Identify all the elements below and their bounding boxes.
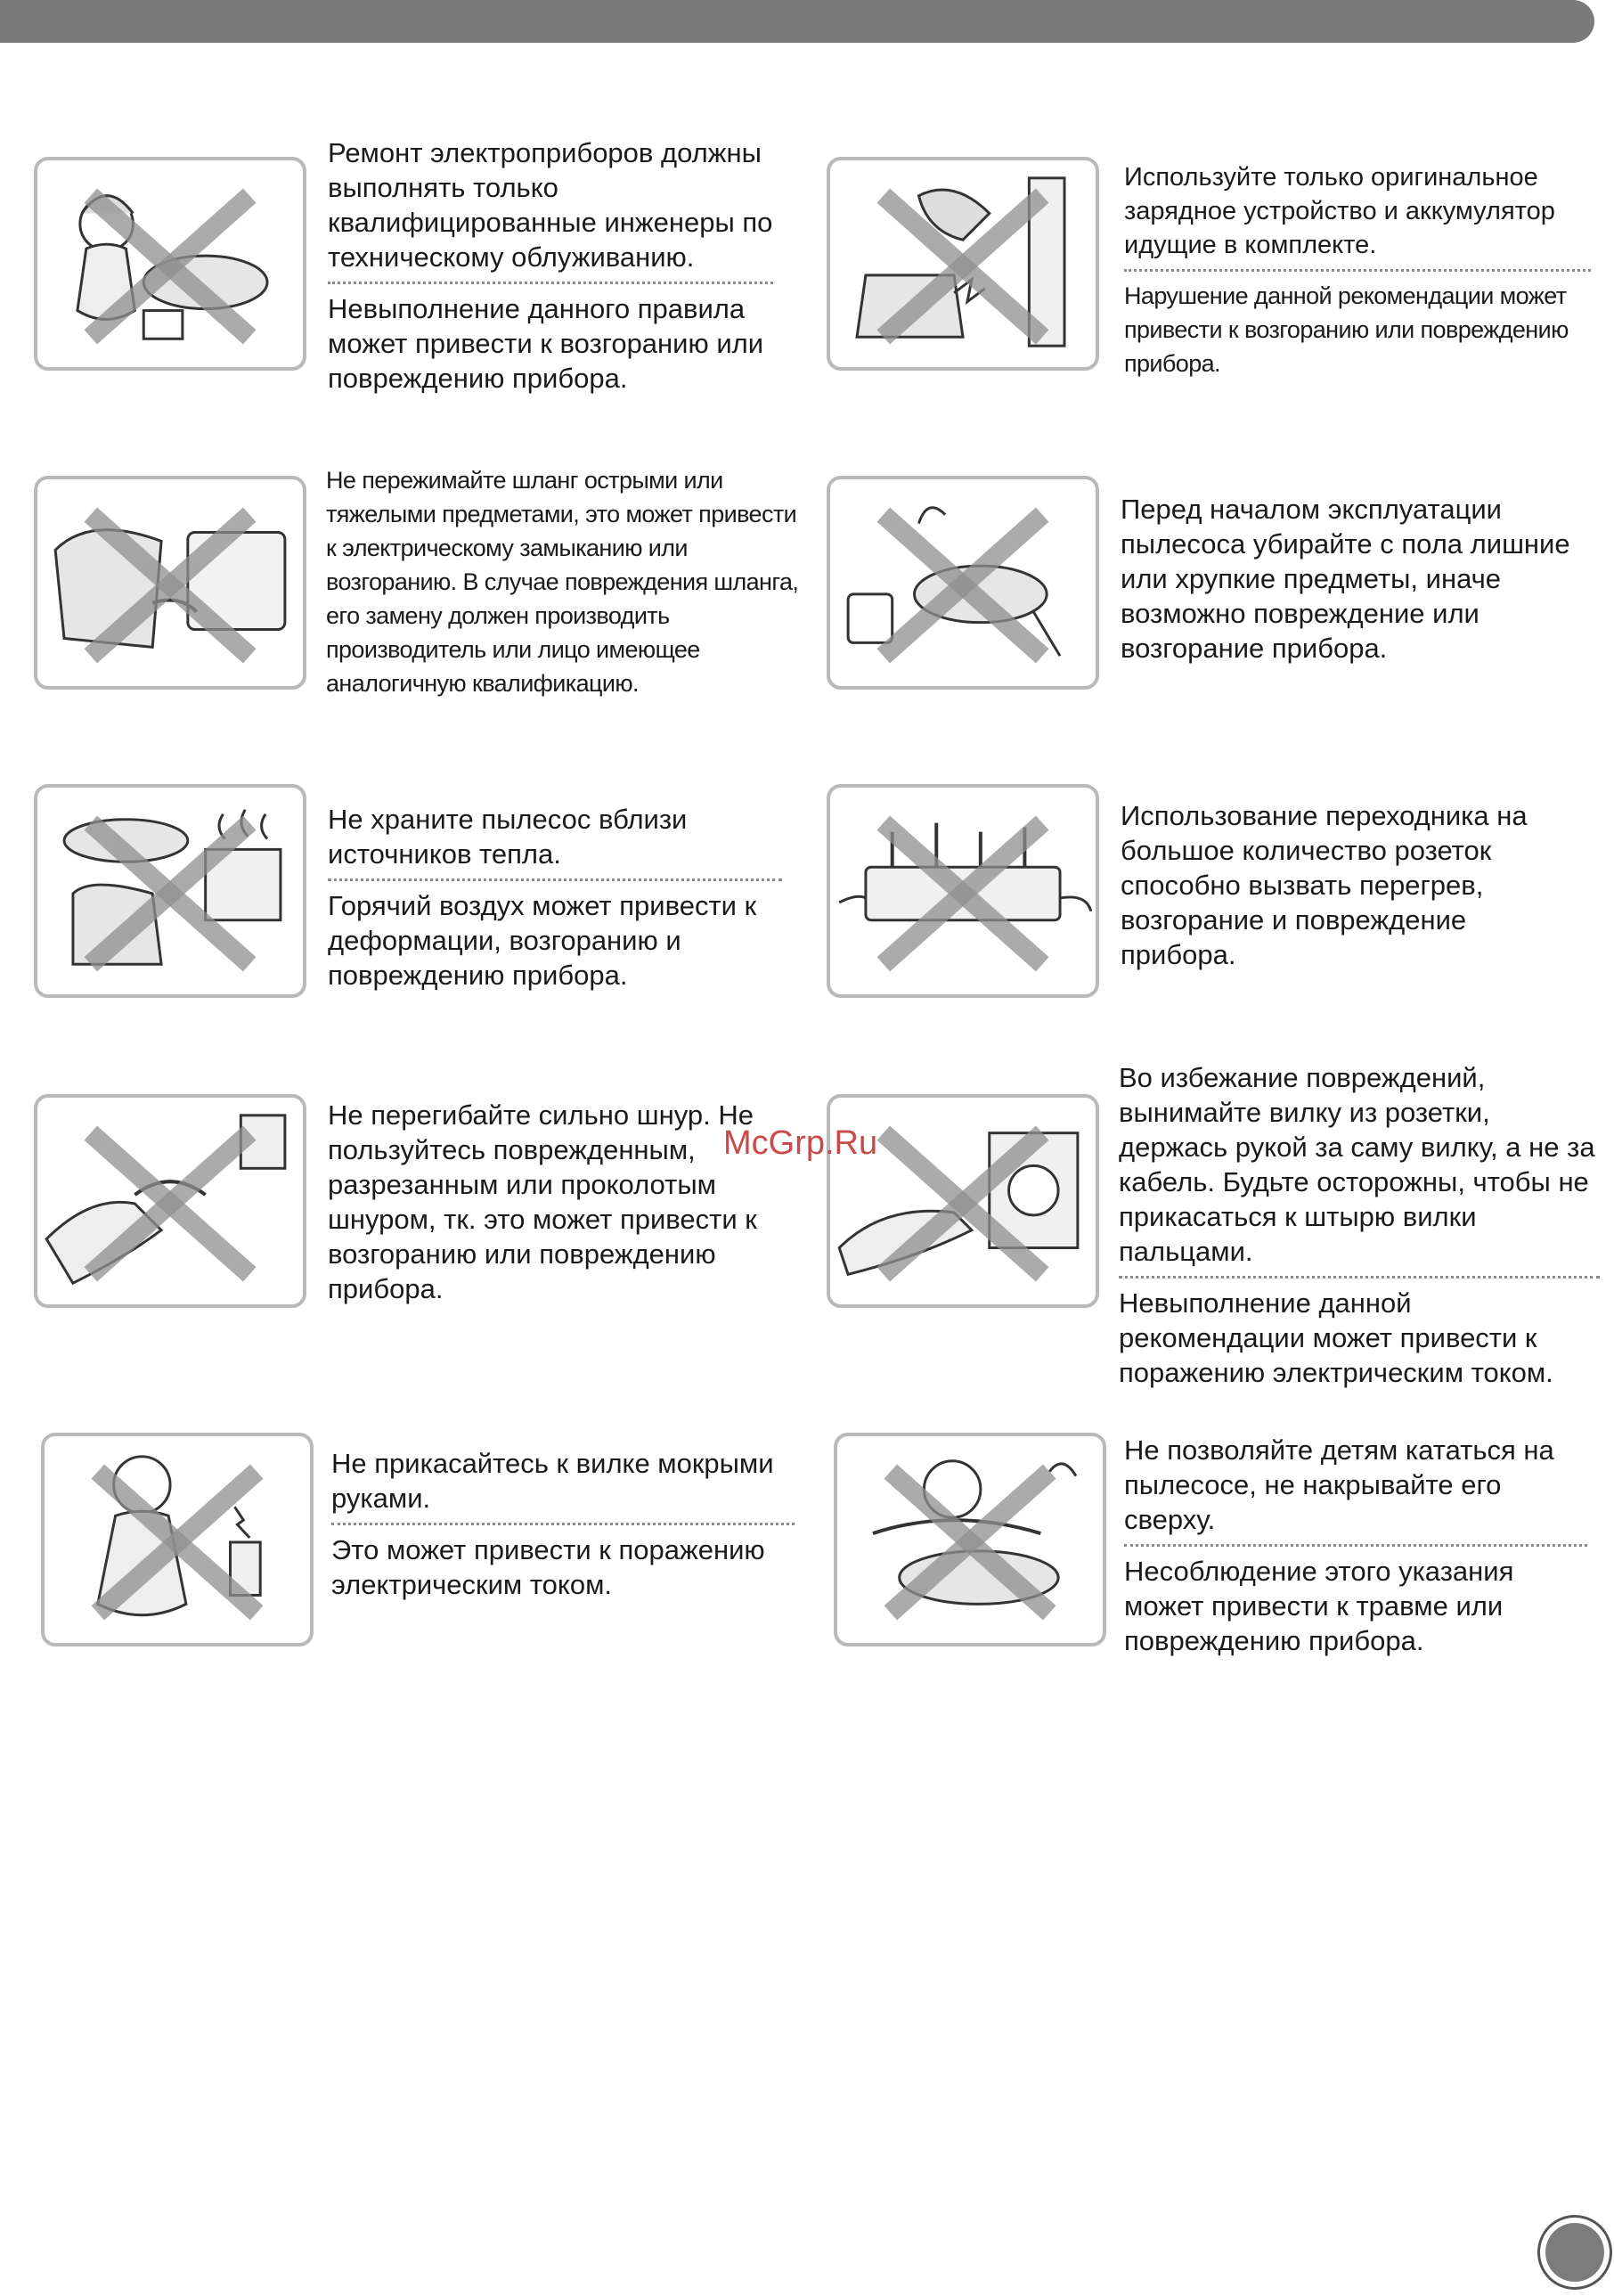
page-number-marker [1537, 2215, 1612, 2290]
warning-main: Использование переходника на большое количество розеток способно вызвать перегрев, возгорание и повреждение прибора. [1121, 800, 1528, 970]
cord-bend-prohibited-icon [37, 1098, 303, 1304]
warning-main: Не прикасайтесь к вилке мокрыми руками. [331, 1448, 774, 1514]
warning-main: Во избежание повреждений, вынимайте вилку из розетки, держась рукой за саму вилку, а не за кабель. Будьте осторожны, чтобы не прикасаться к штырю вилки пальцами. [1119, 1062, 1595, 1267]
warning-main: Перед началом эксплуатации пылесоса убирайте с пола лишние или хрупкие предметы, иначе возможно повреждение или возгорание прибора. [1121, 494, 1570, 664]
wet-hands-prohibited-icon [45, 1436, 310, 1643]
warning-text-hose [326, 463, 807, 700]
repair-prohibited-icon [37, 160, 303, 367]
warning-main: Не позволяйте детям кататься на пылесосе, не накрывайте его сверху. [1124, 1434, 1554, 1535]
warning-illustration-charger [827, 157, 1099, 371]
warning-text-repair [328, 135, 773, 396]
warning-illustration-adapter [827, 784, 1099, 998]
clear-floor-objects-icon [830, 479, 1096, 686]
heat-source-prohibited-icon [37, 788, 303, 994]
warning-main: Используйте только оригинальное зарядное устройство и аккумулятор идущие в комплекте. [1124, 163, 1555, 259]
warning-consequence: Это может привести к поражению электрическим током. [331, 1534, 765, 1600]
dotted-divider [1124, 269, 1591, 272]
warning-text-heat [328, 802, 782, 993]
warning-consequence: Несоблюдение этого указания может привести к травме или повреждению прибора. [1124, 1556, 1514, 1656]
warning-text-adapter [1121, 798, 1584, 972]
warning-main: Не храните пылесос вблизи источников тепла. [328, 804, 688, 870]
warning-consequence: Горячий воздух может привести к деформации, возгоранию и повреждению прибора. [328, 890, 757, 991]
warning-consequence: Нарушение данной рекомендации может привести к возгоранию или повреждению прибора. [1124, 282, 1569, 377]
warning-text-wet-hands [331, 1446, 795, 1602]
warning-text-plug [1119, 1060, 1600, 1390]
multi-socket-adapter-prohibited-icon [830, 788, 1096, 994]
dotted-divider [328, 878, 782, 881]
warning-illustration-repair [34, 157, 306, 371]
warning-illustration-children [834, 1433, 1106, 1646]
warning-illustration-floor [827, 476, 1099, 690]
warning-main: Не перегибайте сильно шнур. Не пользуйтесь поврежденным, разрезанным или проколотым шнуром, тк. это может привести к возгоранию или повреждению прибора. [328, 1099, 757, 1304]
warning-illustration-wet-hands [41, 1433, 314, 1646]
warning-text-charger [1124, 160, 1591, 380]
warning-text-floor [1121, 492, 1584, 666]
warning-main: Не пережимайте шланг острыми или тяжелыми предметами, это может привести к электрическому замыканию или возгоранию. В случае повреждения шланга, его замену должен производить производитель или лицо имеющее аналогичную квалификацию. [326, 467, 799, 697]
dotted-divider [1124, 1544, 1587, 1547]
dotted-divider [1119, 1276, 1600, 1279]
warning-text-cord [328, 1098, 782, 1306]
header-bar [0, 0, 1594, 43]
warning-illustration-hose [34, 476, 306, 690]
dotted-divider [331, 1523, 795, 1525]
hose-pinch-prohibited-icon [37, 479, 303, 686]
watermark: McGrp.Ru [723, 1124, 878, 1162]
warning-main: Ремонт электроприборов должны выполнять только квалифицированные инженеры по техническому облуживанию. [328, 137, 773, 273]
warning-consequence: Невыполнение данного правила может привести к возгоранию или повреждению прибора. [328, 293, 764, 394]
warning-consequence: Невыполнение данной рекомендации может привести к поражению электрическим током. [1119, 1287, 1553, 1388]
warning-illustration-cord [34, 1094, 306, 1308]
warning-text-children [1124, 1433, 1587, 1658]
dotted-divider [328, 282, 773, 284]
warning-illustration-heat [34, 784, 306, 998]
original-charger-only-icon [830, 160, 1096, 367]
children-riding-prohibited-icon [837, 1436, 1103, 1643]
